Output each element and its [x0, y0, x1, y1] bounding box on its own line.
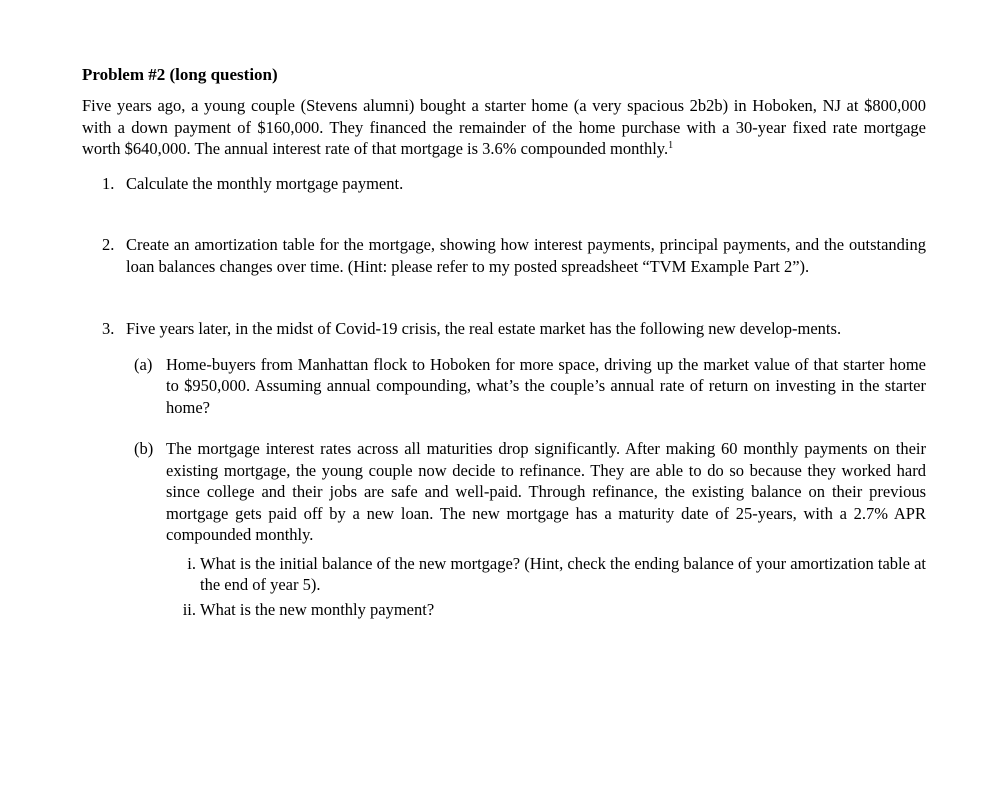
question-3b-i-marker: i.: [187, 553, 196, 573]
footnote-mark: 1: [668, 140, 674, 151]
question-3b-i-text: What is the initial balance of the new mortgage? (Hint, check the ending balance of your amortization table at the end of year 5).: [200, 553, 926, 594]
question-3b-ii-text: What is the new monthly payment?: [200, 599, 435, 619]
question-3b-subparts: [166, 553, 926, 621]
question-3b-ii: [166, 599, 926, 621]
question-3b-marker: (b): [134, 439, 154, 458]
question-1: [82, 173, 926, 195]
question-3-text: Five years later, in the midst of Covid-19 crisis, the real estate market has the following new develop-ments.: [126, 319, 842, 338]
question-3-marker: 3.: [102, 319, 115, 338]
question-2-text: Create an amortization table for the mortgage, showing how interest payments, principal payments, and the outstanding loan balances changes over time. (Hint: please refer to my posted spreadsheet “TVM Example Part 2”).: [126, 235, 926, 276]
question-3a-text: Home-buyers from Manhattan flock to Hoboken for more space, driving up the market value of that starter home to $950,000. Assuming annual compounding, what’s the couple’s annual rate of return on investing in the starter home?: [166, 354, 926, 417]
question-3b-ii-marker: ii.: [182, 599, 196, 619]
question-3a: [126, 354, 926, 419]
problem-document: [82, 64, 926, 620]
question-1-marker: 1.: [102, 173, 115, 193]
question-3: [82, 318, 926, 620]
question-2: [82, 234, 926, 277]
question-3a-marker: (a): [134, 354, 153, 374]
question-3b-text: The mortgage interest rates across all maturities drop significantly. After making 60 monthly payments on their existing mortgage, the young couple now decide to refinance. They are able to do so because they worked hard since college and their jobs are safe and well-paid. Through refinance, the existing balance on their previous mortgage gets paid off by a new loan. The new mortgage has a maturity date of 25-years, with a 2.7% APR compounded monthly.: [166, 439, 926, 544]
question-3b-i: [166, 553, 926, 596]
problem-intro-text: Five years ago, a young couple (Stevens alumni) bought a starter home (a very spacious 2b2b) in Hoboken, NJ at $800,000 with a down payment of $160,000. They financed the remainder of the home purchase with a 30-year fixed rate mortgage worth $640,000. The annual interest rate of that mortgage is 3.6% compounded monthly.: [82, 96, 926, 158]
question-list: [82, 173, 926, 621]
question-3b: [126, 438, 926, 620]
problem-title: Problem #2 (long question): [82, 65, 278, 84]
question-1-text: Calculate the monthly mortgage payment.: [126, 173, 404, 193]
problem-intro: [82, 95, 926, 160]
question-3-parts: [126, 354, 926, 621]
question-2-marker: 2.: [102, 235, 115, 254]
